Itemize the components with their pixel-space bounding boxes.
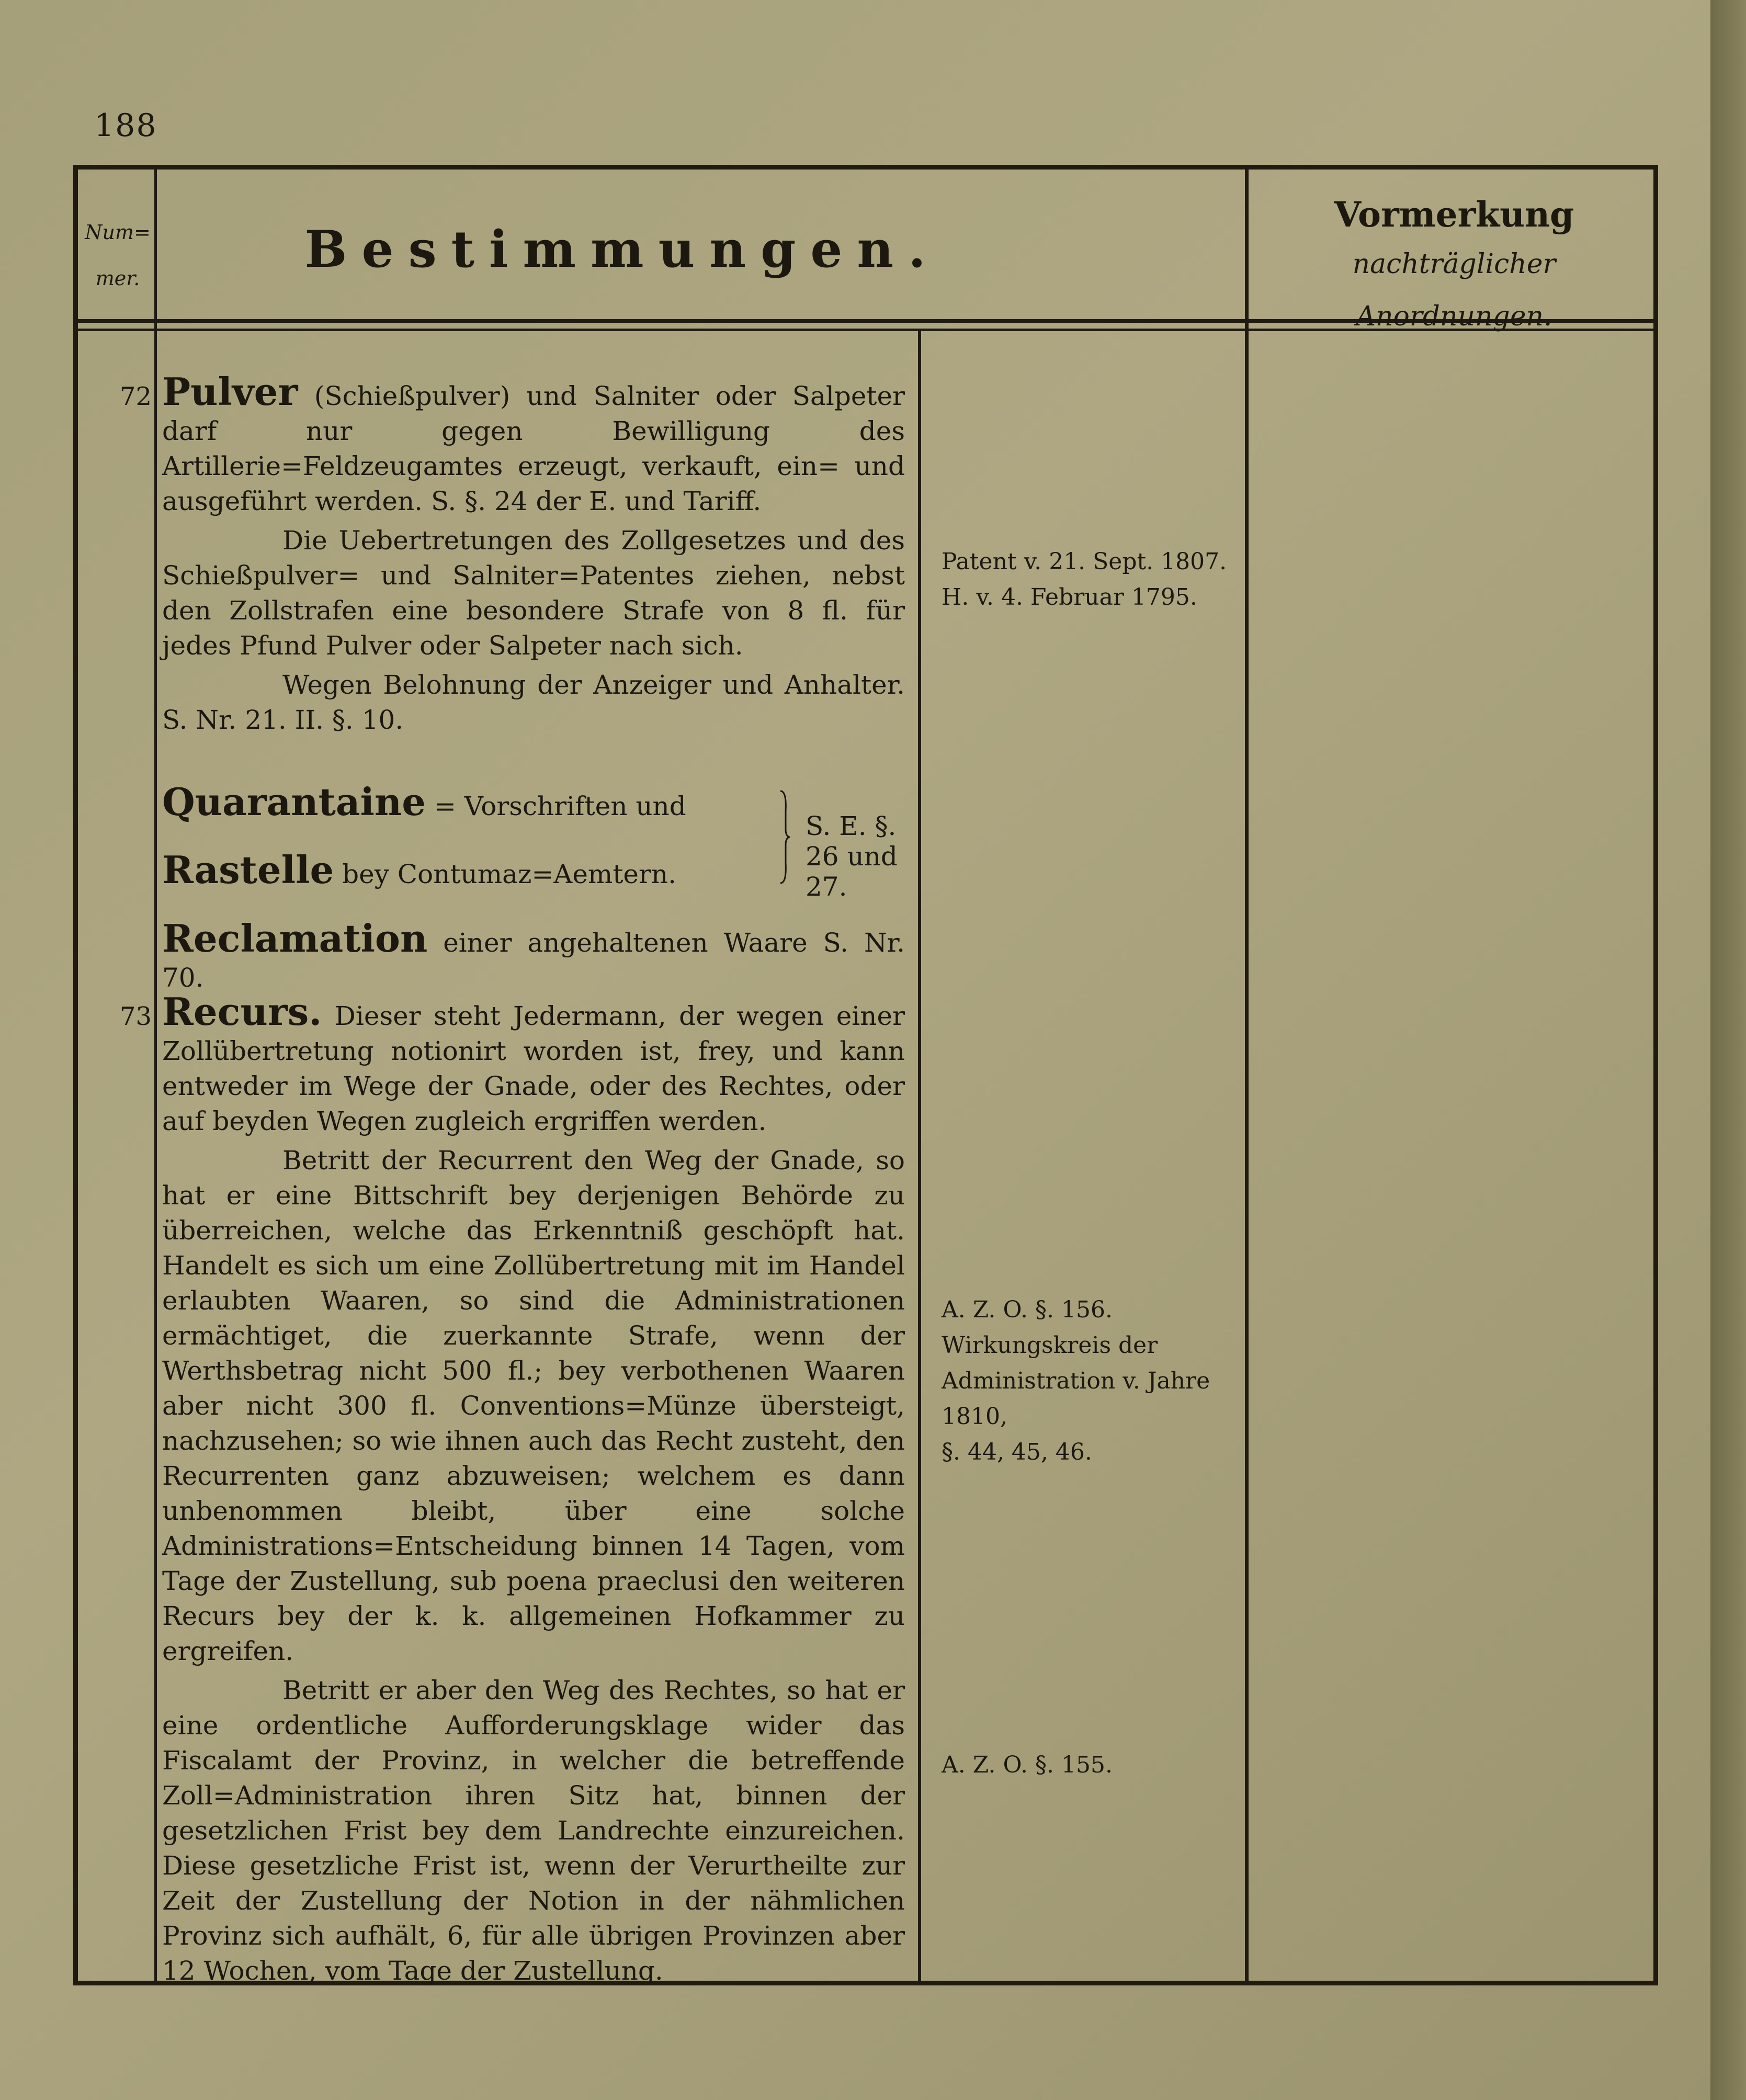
rastelle-text: bey Contumaz=Aemtern. (334, 859, 677, 889)
recurs-paragraph-2: Betritt der Recurrent den Weg der Gnade, so hat er eine Bittschrift bey derjenigen Behörde zu überreichen, welche das Erkenntniß geschöpft hat. Handelt es sich um eine Zollübertretung mit im Handel erlaubten Waaren, so sind die Administrationen ermächtiget, die zuerkannte Strafe, wenn der Werthsbetrag nicht 500 fl.; bey verbothenen Waaren aber nicht 300 fl. Conventions=Münze übersteigt, nachzusehen; so wie ihnen auch das Recht zusteht, den Recurrenten ganz abzuweisen; welchem es dann unbenommen bleibt, über eine solche Administrations=Entscheidung binnen 14 Tagen, vom Tage der Zustellung, sub poena praeclusi den weiteren Recurs bey der k. k. allgemeinen Hofkammer zu ergreifen. (162, 1145, 905, 1666)
entry-number-72: 72 (119, 382, 152, 411)
header-bestimmungen: Bestimmungen. (304, 220, 940, 279)
page-number: 188 (94, 107, 157, 144)
ref-patent-1807: Patent v. 21. Sept. 1807. (942, 548, 1227, 575)
keyword-quarantaine: Quarantaine (162, 780, 426, 824)
keyword-rastelle: Rastelle (162, 848, 334, 892)
refs-pulver (942, 544, 1245, 615)
quarantaine-line (162, 780, 686, 824)
header-vormerkung-subtitle: nachträglicher Anordnungen. (1352, 249, 1556, 332)
keyword-pulver: Pulver (162, 369, 298, 414)
vormerkung-column-line (1245, 165, 1249, 1985)
entry-reclamation (162, 916, 905, 996)
refs-column-line (918, 330, 921, 1985)
header-vormerkung (1255, 191, 1653, 343)
pulver-text: (Schießpulver) und Salniter oder Salpeter darf nur gegen Bewilligung des Artillerie=Feldzeugamtes erzeugt, verkauft, ein= und ausgeführt werden. S. §. 24 der E. und Tariff. (162, 381, 905, 516)
recurs-paragraph-3: Betritt er aber den Weg des Rechtes, so hat er eine ordentliche Aufforderungsklage wider das Fiscalamt der Provinz, in welcher die betreffende Zoll=Administration ihren Sitz hat, binnen der gesetzlichen Frist bey dem Landrechte einzureichen. Diese gesetzliche Frist ist, wenn der Verurtheilte zur Zeit der Zustellung der Notion in der nähmlichen Provinz sich aufhält, 6, für alle übrigen Provinzen aber 12 Wochen, vom Tage der Zustellung. (162, 1675, 905, 1986)
entry-pulver (162, 369, 905, 738)
pulver-paragraph-2: Die Uebertretungen des Zollgesetzes und des Schießpulver= und Salniter=Patentes ziehen, nebst den Zollstrafen eine besondere Strafe von 8 fl. für jedes Pfund Pulver oder Salpeter nach sich. (162, 525, 905, 661)
header-number-line1: Num= (85, 221, 151, 244)
pulver-paragraph-3: Wegen Belohnung der Anzeiger und Anhalter. S. Nr. 21. II. §. 10. (162, 670, 905, 735)
reclamation-text: einer angehaltenen Waare S. Nr. 70. (162, 928, 905, 993)
recurs-text: Dieser steht Jedermann, der wegen einer Zollübertretung notionirt worden ist, frey, und kann entweder im Wege der Gnade, oder des Rechtes, oder auf beyden Wegen zugleich ergriffen werden. (162, 1001, 905, 1136)
entry-number-73: 73 (119, 1002, 152, 1031)
ref-wirkungskreis-paragraphs: §. 44, 45, 46. (942, 1439, 1092, 1465)
quarantaine-text: = Vorschriften und (426, 791, 686, 821)
entry-quarantaine-rastelle (162, 780, 905, 900)
keyword-recurs: Recurs. (162, 989, 322, 1034)
ref-azo-156: A. Z. O. §. 156. (942, 1296, 1113, 1323)
ref-hofdecret-1795: H. v. 4. Februar 1795. (942, 584, 1197, 611)
rastelle-line (162, 848, 676, 892)
num-column-line (154, 165, 157, 1985)
ref-wirkungskreis: Wirkungskreis der Administration v. Jahre 1810, (942, 1332, 1210, 1430)
header-number-line2: mer. (95, 267, 140, 290)
keyword-reclamation: Reclamation (162, 916, 428, 961)
ref-azo-155: A. Z. O. §. 155. (942, 1752, 1113, 1778)
refs-recurs-rechtes (942, 1747, 1245, 1783)
entry-recurs (162, 989, 905, 1989)
refs-recurs-gnade (942, 1292, 1245, 1470)
quarantaine-reference: S. E. §. 26 und 27. (806, 811, 898, 902)
curly-brace-icon (779, 790, 790, 884)
adjacent-page-edge (1710, 0, 1746, 2100)
header-number (78, 209, 157, 301)
header-vormerkung-title: Vormerkung (1334, 194, 1574, 235)
